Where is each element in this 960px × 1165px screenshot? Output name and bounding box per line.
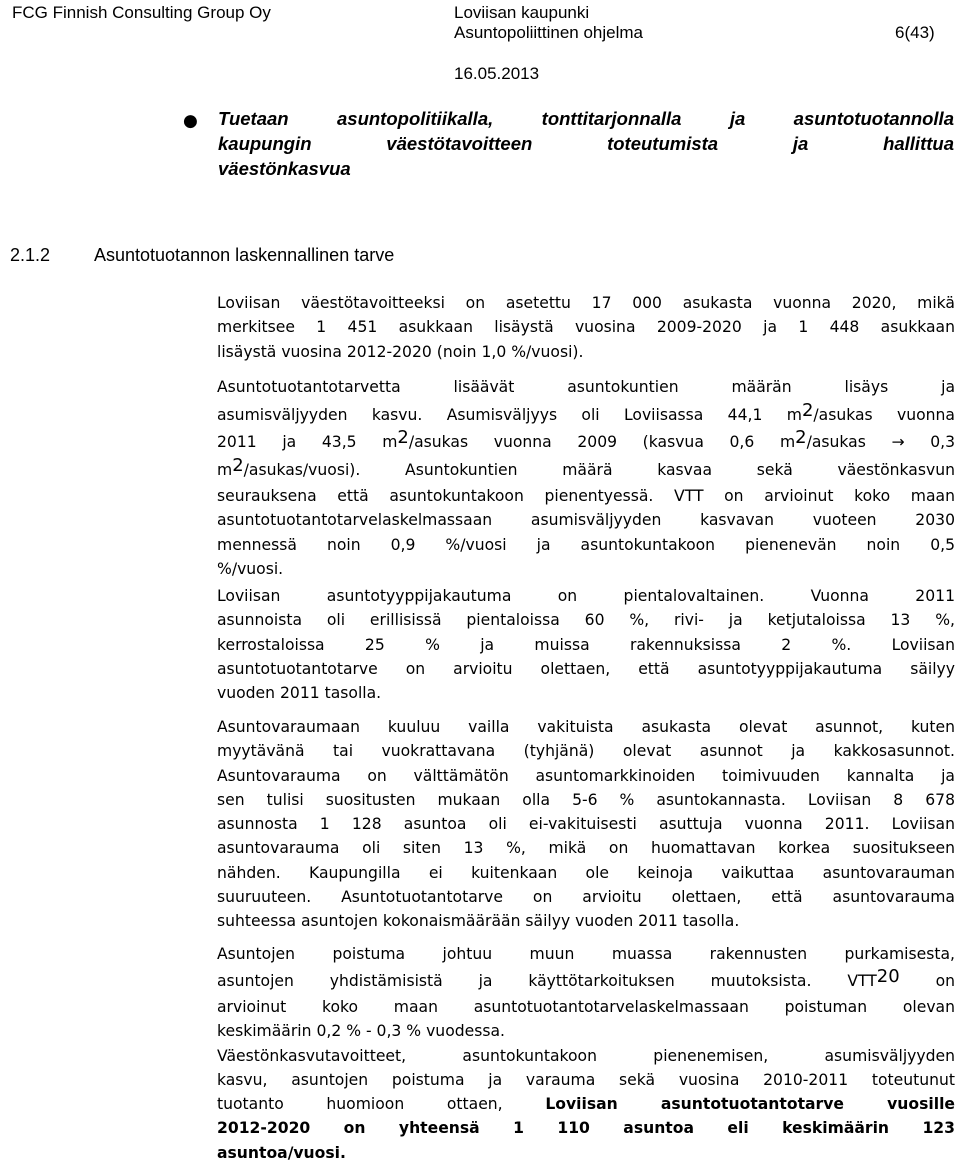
bullet-line: Tuetaan asuntopolitiikalla, tonttitarjonnalla ja asuntotuotannolla: [218, 108, 954, 129]
paragraph-vacancy-reserve: [217, 715, 955, 934]
paragraph-housing-spaciousness: [217, 374, 955, 581]
header-date: 16.05.2013: [454, 64, 540, 83]
text-line: Asuntovarauma on välttämätön asuntomarkkinoiden toimivuuden kannalta ja: [217, 766, 955, 785]
bullet-line: kaupungin väestötavoitteen toteutumista ja hallittua: [218, 133, 954, 154]
text-line: mennessä noin 0,9 %/vuosi ja asuntokuntakoon pienenevän noin 0,5: [217, 535, 955, 554]
text-line: %/vuosi.: [217, 559, 284, 578]
header-company: FCG Finnish Consulting Group Oy: [12, 3, 271, 22]
text-line: Loviisan väestötavoitteeksi on asetettu 17 000 asukasta vuonna 2020, mikä: [217, 294, 955, 312]
header-program: Asuntopoliittinen ohjelma: [454, 23, 644, 42]
text-line: Loviisan asuntotyyppijakautuma on pientalovaltainen. Vuonna 2011: [217, 587, 955, 605]
text-line: m2/asukas/vuosi). Asuntokuntien määrä kasvaa sekä väestönkasvun: [217, 454, 955, 479]
paragraph-housing-type-distribution: [217, 584, 955, 705]
text-line: arvioinut koko maan asuntotuotantotarvelaskelmassaan poistuman olevan: [217, 998, 955, 1016]
text-line: Väestönkasvutavoitteet, asuntokuntakoon pienenemisen, asumisväljyyden: [217, 1046, 955, 1065]
text-line: kerrostaloissa 25 % ja muissa rakennuksissa 2 %. Loviisan: [217, 635, 955, 654]
text-line: suuruuteen. Asuntotuotantotarve on arvioitu olettaen, että asuntovarauma: [217, 888, 955, 907]
text-line: asuntovarauma oli siten 13 %, mikä on huomattavan korkea suositukseen: [217, 839, 955, 858]
text-line: asuntoa/vuosi.: [217, 1143, 346, 1162]
text-line: asunnoista oli erillisissä pientaloissa 60 %, rivi- ja ketjutaloissa 13 %,: [217, 611, 955, 630]
bullet-line: väestönkasvua: [218, 158, 351, 179]
text-line: asuntotuotantotarve on arvioitu olettaen, että asuntotyyppijakautuma säilyy: [217, 659, 955, 678]
paragraph-population-goal: [217, 291, 955, 364]
text-line: Asuntojen poistuma johtuu muun muassa rakennusten purkamisesta,: [217, 945, 955, 963]
text-line: myytävänä tai vuokrattavana (tyhjänä) olevat asunnot ja kakkosasunnot.: [217, 742, 955, 761]
text-line: tuotanto huomioon ottaen, Loviisan asuntotuotantotarve vuosille: [217, 1095, 955, 1114]
text-line: Asuntotuotantotarvetta lisäävät asuntokuntien määrän lisäys ja: [217, 378, 955, 396]
header-client: Loviisan kaupunki: [454, 3, 590, 22]
text-line: 2011 ja 43,5 m2/asukas vuonna 2009 (kasvua 0,6 m2/asukas → 0,3: [217, 427, 955, 451]
text-line: merkitsee 1 451 asukkaan lisäystä vuosina 2009-2020 ja 1 448 asukkaan: [217, 318, 955, 337]
goal-bullet: [183, 106, 954, 181]
text-line: 2012-2020 on yhteensä 1 110 asuntoa eli keskimäärin 123: [217, 1119, 955, 1138]
text-line: keskimäärin 0,2 % - 0,3 % vuodessa.: [217, 1022, 505, 1041]
text-line: vuoden 2011 tasolla.: [217, 684, 382, 703]
footnote-reference: 20: [876, 966, 900, 987]
text-line: Asuntovaraumaan kuuluu vailla vakituista asukasta olevat asunnot, kuten: [217, 718, 955, 736]
text-line: nähden. Kaupungilla ei kuitenkaan ole keinoja vaikuttaa asuntovarauman: [217, 863, 955, 882]
text-line: sen tulisi suositusten mukaan olla 5-6 % asuntokannasta. Loviisan 8 678: [217, 790, 955, 809]
bullet-icon: ●: [183, 111, 198, 131]
text-line: asumisväljyyden kasvu. Asumisväljyys oli Loviisassa 44,1 m2/asukas vuonna: [217, 399, 955, 424]
paragraph-demolition-and-total-need: [217, 941, 955, 1165]
section-heading: [10, 243, 394, 267]
section-title: Asuntotuotannon laskennallinen tarve: [94, 245, 395, 265]
text-line: asunnosta 1 128 asuntoa oli ei-vakituisesti asuttuja vuonna 2011. Loviisan: [217, 815, 955, 834]
text-line: kasvu, asuntojen poistuma ja varauma sekä vuosina 2010-2011 toteutunut: [217, 1070, 955, 1089]
header-page-number: 6(43): [895, 23, 935, 42]
text-line: lisäystä vuosina 2012-2020 (noin 1,0 %/vuosi).: [217, 342, 584, 361]
goal-bullet-text: [218, 106, 954, 181]
text-line: suhteessa asuntojen kokonaismäärään säilyy vuoden 2011 tasolla.: [217, 912, 740, 931]
text-line: asuntotuotantotarvelaskelmassaan asumisväljyyden kasvavan vuoteen 2030: [217, 511, 955, 530]
section-number: 2.1.2: [10, 245, 51, 265]
text-line: seurauksena että asuntokuntakoon pienentyessä. VTT on arvioinut koko maan: [217, 487, 955, 505]
text-line: asuntojen yhdistämisistä ja käyttötarkoituksen muutoksista. VTT20 on: [217, 966, 955, 990]
